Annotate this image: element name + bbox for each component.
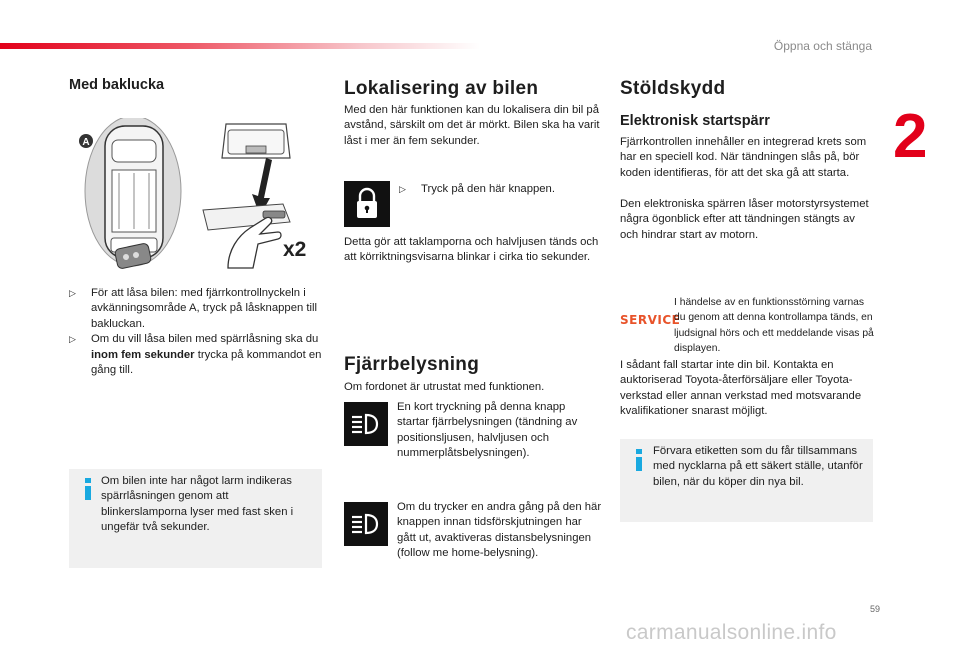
immobiliser-para-2: Den elektroniska spärren låser motorstyrsystemet några ögonblick efter att tändningen stängts av och hindrar start av motorn. <box>620 198 869 241</box>
locate-step: ▷ Tryck på den här knappen. <box>399 182 599 197</box>
heading-stoldskydd: Stöldskydd <box>620 78 726 99</box>
remote-light-intro: Om fordonet är utrustat med funktionen. <box>344 381 545 393</box>
service-text: I händelse av en funktionsstörning varnas du genom att denna kontrollampa tänds, en ljudsignal hörs och ett meddelande visas på displayen. <box>674 297 874 354</box>
info-box-left <box>69 469 322 568</box>
press-twice-label: x2 <box>283 238 307 261</box>
locate-result: Detta gör att taklamporna och halvljusen tänds och att körriktningsvisarna blinkar i cirka tio sekunder. <box>344 236 599 264</box>
info-icon <box>632 449 646 471</box>
heading-fjarrbelysning: Fjärrbelysning <box>344 354 480 375</box>
info-text: Förvara etiketten som du får tillsammans med nycklarna på ett säkert ställe, utanför bilen, när du köper din nya bil. <box>653 445 863 488</box>
section-title: Öppna och stänga <box>773 39 872 53</box>
info-icon <box>81 478 95 500</box>
page-number: 59 <box>870 604 881 614</box>
list-item: ▷ Om du vill låsa bilen med spärrlåsning ska du inom fem sekunder trycka på kommandot en gång till. <box>69 333 322 377</box>
lock-button-icon <box>344 181 390 227</box>
watermark: carmanualsonline.info <box>626 621 837 644</box>
headlamp-button-icon <box>344 402 388 446</box>
header-accent-bar <box>0 43 480 49</box>
chapter-number: 2 <box>893 102 928 171</box>
list-item: ▷ För att låsa bilen: med fjärrkontrollnyckeln i avkänningsområde A, tryck på låsknappen till bakluckan. <box>69 287 318 330</box>
left-instructions <box>69 286 325 378</box>
tailgate-lock-illustration <box>78 118 322 276</box>
bullet-arrow-icon: ▷ <box>69 288 76 298</box>
heading-lokalisering: Lokalisering av bilen <box>344 78 539 99</box>
area-label: A <box>82 137 90 148</box>
info-text: Om bilen inte har något larm indikeras spärrlåsningen genom att blinkerslamporna lyser med fast sken i ungefär två sekunder. <box>101 475 294 534</box>
immobiliser-para-3: I sådant fall startar inte din bil. Kontakta en auktoriserad Toyota-återförsäljare eller Toyota-verkstad eller annan verkstad med motsvarande kvalifikationer snarast möjligt. <box>620 359 862 418</box>
info-box-right <box>620 439 873 522</box>
bullet-arrow-icon: ▷ <box>399 184 406 194</box>
remote-light-text-1: En kort tryckning på denna knapp startar fjärrbelysningen (tändning av positionsljusen, halvljusen och nummerplåtsbelysningen). <box>397 401 578 460</box>
heading-med-baklucka: Med baklucka <box>69 77 165 93</box>
immobiliser-para-1: Fjärrkontrollen innehåller en integrerad krets som har en speciell kod. När tändningen slås på, bör koden identifieras, för att det ska gå att starta. <box>620 136 867 179</box>
service-warning-icon: SERVICE <box>620 313 681 327</box>
locate-intro: Med den här funktionen kan du lokalisera din bil på avstånd, särskilt om det är mörkt. Bilen ska ha varit låst i mer än fem sekunder. <box>344 104 600 147</box>
headlamp-button-icon <box>344 502 388 546</box>
remote-light-text-2: Om du trycker en andra gång på den här knappen innan tidsförskjutningen har gått ut, avaktiveras distansbelysningen (follow me home-belysning). <box>397 501 602 560</box>
bullet-arrow-icon: ▷ <box>69 334 76 345</box>
heading-startsparr: Elektronisk startspärr <box>620 113 770 129</box>
